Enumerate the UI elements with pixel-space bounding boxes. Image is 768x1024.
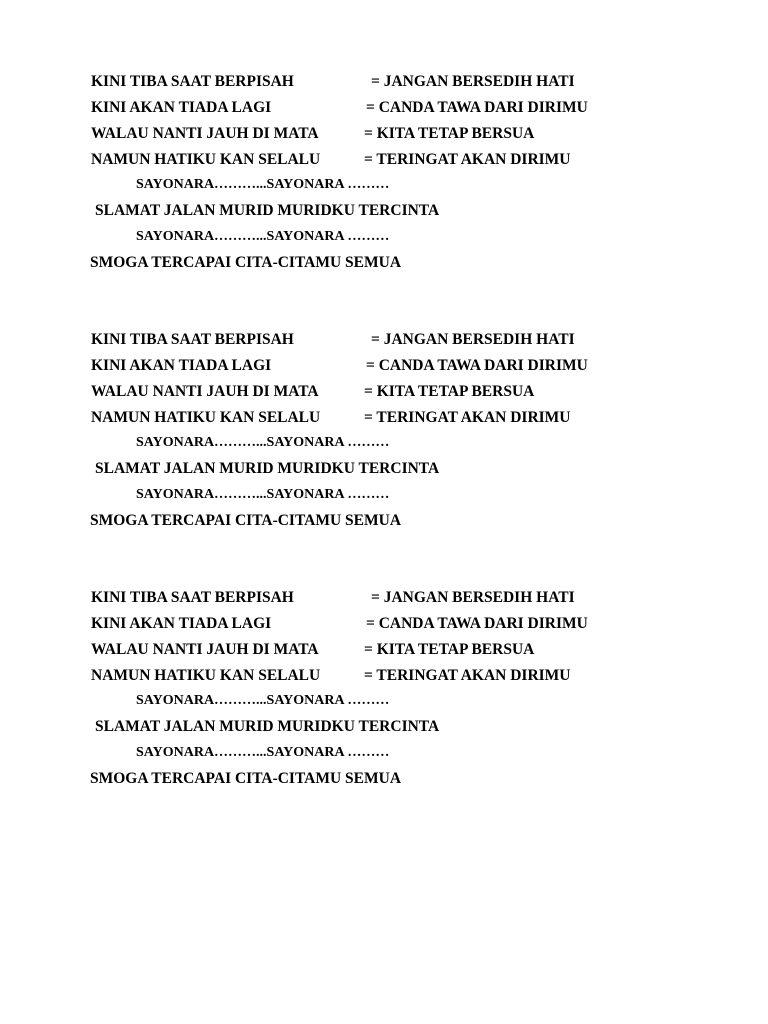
- farewell-line: [0, 456, 768, 482]
- line-right-text: = TERINGAT AKAN DIRIMU: [364, 409, 571, 426]
- refrain-text: SAYONARA………...SAYONARA ………: [136, 745, 390, 760]
- line-right-text: = JANGAN BERSEDIH HATI: [371, 331, 575, 348]
- poem-line: [0, 405, 768, 431]
- line-right-text: = CANDA TAWA DARI DIRIMU: [366, 615, 588, 632]
- closing-text: SMOGA TERCAPAI CITA-CITAMU SEMUA: [90, 770, 402, 787]
- line-left-text: KINI AKAN TIADA LAGI: [91, 615, 272, 632]
- farewell-text: SLAMAT JALAN MURID MURIDKU TERCINTA: [95, 718, 440, 735]
- line-left-text: KINI AKAN TIADA LAGI: [91, 357, 272, 374]
- poem-line: [0, 353, 768, 379]
- refrain-line: [0, 688, 768, 714]
- poem-stanza: [0, 327, 768, 537]
- line-right-text: = CANDA TAWA DARI DIRIMU: [366, 357, 588, 374]
- poem-line: [0, 147, 768, 173]
- line-left-text: WALAU NANTI JAUH DI MATA: [91, 383, 319, 400]
- closing-line: [0, 250, 768, 276]
- line-left-text: WALAU NANTI JAUH DI MATA: [91, 641, 319, 658]
- refrain-line: [0, 740, 768, 766]
- line-right-text: = KITA TETAP BERSUA: [364, 641, 535, 658]
- farewell-text: SLAMAT JALAN MURID MURIDKU TERCINTA: [95, 202, 440, 219]
- line-right-text: = TERINGAT AKAN DIRIMU: [364, 667, 571, 684]
- poem-line: [0, 121, 768, 147]
- line-left-text: NAMUN HATIKU KAN SELALU: [91, 151, 321, 168]
- refrain-line: [0, 224, 768, 250]
- line-right-text: = TERINGAT AKAN DIRIMU: [364, 151, 571, 168]
- line-right-text: = KITA TETAP BERSUA: [364, 383, 535, 400]
- closing-line: [0, 508, 768, 534]
- refrain-line: [0, 482, 768, 508]
- line-left-text: KINI TIBA SAAT BERPISAH: [91, 73, 294, 90]
- line-left-text: KINI AKAN TIADA LAGI: [91, 99, 272, 116]
- poem-stanza: [0, 69, 768, 279]
- refrain-line: [0, 172, 768, 198]
- closing-text: SMOGA TERCAPAI CITA-CITAMU SEMUA: [90, 254, 402, 271]
- poem-line: [0, 585, 768, 611]
- refrain-text: SAYONARA………...SAYONARA ………: [136, 693, 390, 708]
- farewell-line: [0, 714, 768, 740]
- poem-line: [0, 611, 768, 637]
- refrain-text: SAYONARA………...SAYONARA ………: [136, 487, 390, 502]
- line-right-text: = KITA TETAP BERSUA: [364, 125, 535, 142]
- line-right-text: = JANGAN BERSEDIH HATI: [371, 589, 575, 606]
- poem-line: [0, 379, 768, 405]
- farewell-text: SLAMAT JALAN MURID MURIDKU TERCINTA: [95, 460, 440, 477]
- refrain-line: [0, 430, 768, 456]
- refrain-text: SAYONARA………...SAYONARA ………: [136, 229, 390, 244]
- line-right-text: = CANDA TAWA DARI DIRIMU: [366, 99, 588, 116]
- poem-stanza: [0, 585, 768, 795]
- line-left-text: WALAU NANTI JAUH DI MATA: [91, 125, 319, 142]
- poem-line: [0, 663, 768, 689]
- poem-line: [0, 95, 768, 121]
- closing-line: [0, 766, 768, 792]
- poem-line: [0, 327, 768, 353]
- line-left-text: KINI TIBA SAAT BERPISAH: [91, 331, 294, 348]
- refrain-text: SAYONARA………...SAYONARA ………: [136, 177, 390, 192]
- line-left-text: NAMUN HATIKU KAN SELALU: [91, 667, 321, 684]
- line-right-text: = JANGAN BERSEDIH HATI: [371, 73, 575, 90]
- poem-line: [0, 69, 768, 95]
- closing-text: SMOGA TERCAPAI CITA-CITAMU SEMUA: [90, 512, 402, 529]
- line-left-text: NAMUN HATIKU KAN SELALU: [91, 409, 321, 426]
- refrain-text: SAYONARA………...SAYONARA ………: [136, 435, 390, 450]
- poem-line: [0, 637, 768, 663]
- farewell-line: [0, 198, 768, 224]
- line-left-text: KINI TIBA SAAT BERPISAH: [91, 589, 294, 606]
